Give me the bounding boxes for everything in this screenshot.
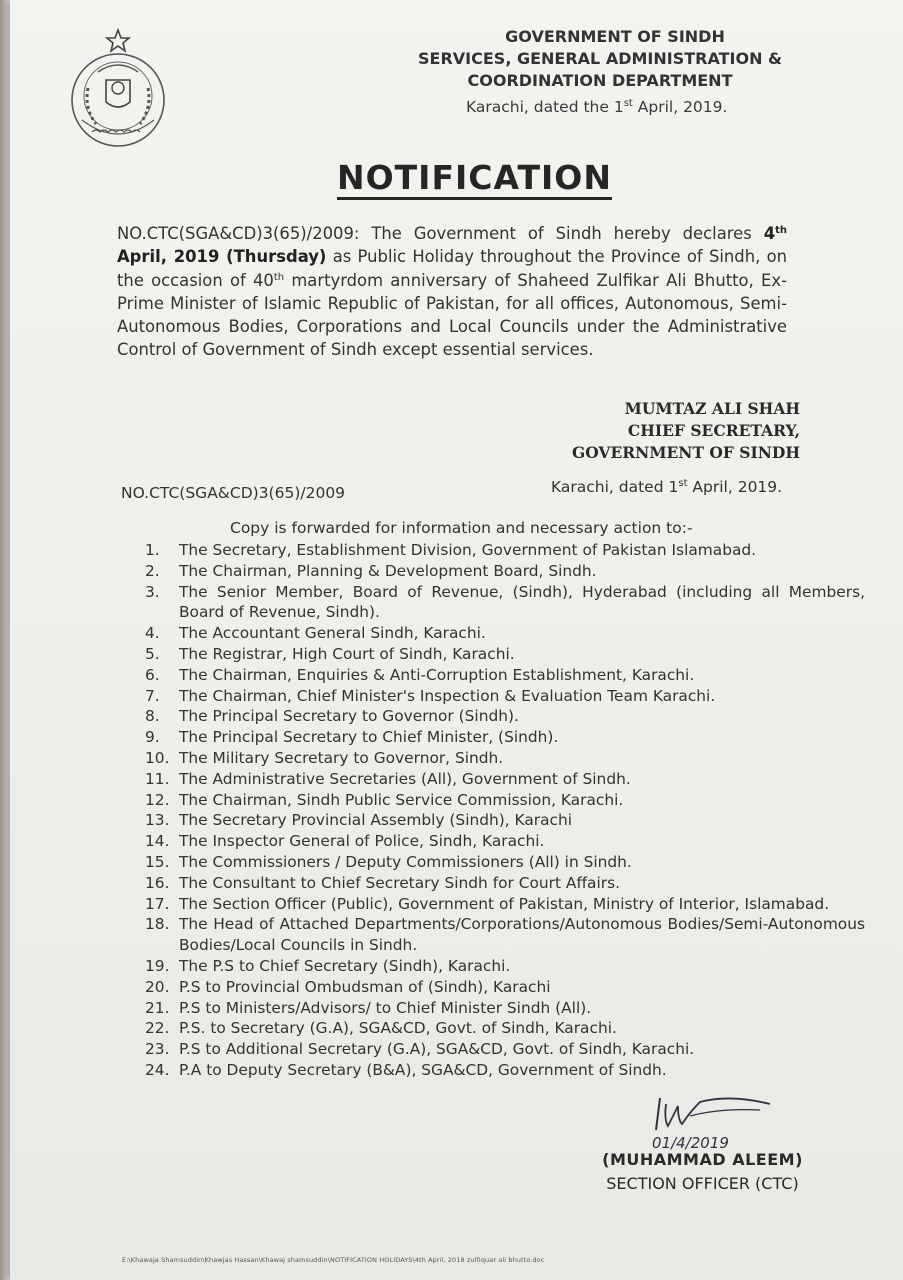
list-item <box>145 561 865 582</box>
list-item-number: 15. <box>145 852 170 871</box>
header-date-prefix: Karachi, dated the 1 <box>466 98 624 116</box>
list-item-number: 9. <box>145 728 160 747</box>
list-item-text: The Head of Attached Departments/Corporations/Autonomous Bodies/Semi-Autonomous Bodies/Local Councils in Sindh. <box>179 915 865 955</box>
list-item <box>145 894 865 915</box>
list-item <box>145 1018 865 1039</box>
list-item-text: The Principal Secretary to Governor (Sindh). <box>179 707 519 726</box>
copy-date-suffix: April, 2019. <box>687 478 783 496</box>
header-date-sup: st <box>623 98 633 109</box>
list-item-text: P.S to Ministers/Advisors/ to Chief Minister Sindh (All). <box>179 998 592 1017</box>
list-item-text: The Chairman, Enquiries & Anti-Corruption Establishment, Karachi. <box>179 665 695 684</box>
handwritten-date: 01/4/2019 <box>652 1134 729 1152</box>
list-item-number: 17. <box>145 894 170 913</box>
list-item-number: 4. <box>145 624 160 643</box>
section-officer-designation: SECTION OFFICER (CTC) <box>606 1174 799 1193</box>
list-item-number: 11. <box>145 769 170 788</box>
list-item-number: 16. <box>145 873 170 892</box>
list-item <box>145 727 865 748</box>
list-item-number: 22. <box>145 1019 170 1038</box>
list-item-number: 18. <box>145 915 170 934</box>
sindh-government-seal-icon <box>66 28 170 152</box>
recipient-list <box>145 540 865 1081</box>
list-item-number: 2. <box>145 561 160 580</box>
list-item-number: 8. <box>145 707 160 726</box>
notification-text-sup: th <box>273 271 285 283</box>
header-line-3: COORDINATION DEPARTMENT <box>467 71 733 90</box>
list-item <box>145 665 865 686</box>
holiday-date-sup: th <box>775 225 787 236</box>
list-item <box>145 977 865 998</box>
list-item-text: The P.S to Chief Secretary (Sindh), Karachi. <box>179 956 511 975</box>
list-item-text: The Inspector General of Police, Sindh, Karachi. <box>179 832 545 851</box>
header-date-suffix: April, 2019. <box>632 98 728 116</box>
handwritten-signature-icon <box>620 1086 780 1156</box>
list-item <box>145 623 865 644</box>
list-item <box>145 914 865 956</box>
list-item-text: The Secretary, Establishment Division, Government of Pakistan Islamabad. <box>179 541 757 559</box>
list-item <box>145 873 865 894</box>
list-item-text: The Registrar, High Court of Sindh, Karachi. <box>179 644 515 663</box>
list-item-number: 20. <box>145 977 170 996</box>
list-item <box>145 1039 865 1060</box>
list-item <box>145 748 865 769</box>
list-item-text: The Senior Member, Board of Revenue, (Sindh), Hyderabad (including all Members, Board of Revenue, Sindh). <box>179 582 865 622</box>
list-item-number: 6. <box>145 665 160 684</box>
list-item-text: The Secretary Provincial Assembly (Sindh), Karachi <box>179 811 573 830</box>
header-date <box>466 98 727 116</box>
list-item <box>145 706 865 727</box>
list-item-number: 21. <box>145 998 170 1017</box>
list-item <box>145 540 865 561</box>
notification-ref-intro: NO.CTC(SGA&CD)3(65)/2009: The Government of Sindh hereby declares <box>117 224 752 243</box>
list-item <box>145 686 865 707</box>
holiday-date-day: 4 <box>763 224 776 243</box>
list-item-text: The Chairman, Planning & Development Board, Sindh. <box>179 561 597 580</box>
holiday-date-rest: April, 2019 (Thursday) <box>117 247 327 267</box>
list-item-number: 7. <box>145 686 160 705</box>
list-item <box>145 998 865 1019</box>
list-item-text: The Commissioners / Deputy Commissioners (All) in Sindh. <box>179 852 632 871</box>
footer-file-path: E:\Khawaja Shamsuddin\Khawjas Hassan\Khawaj shamsuddin\NOTIFICATION HOLIDAYS\4th April, 2018 zulfiquar ali bhutto.doc <box>122 1256 545 1264</box>
notification-text-a: as Public Holiday throughout the Province of Sindh, on the occasion of 40 <box>117 247 787 290</box>
notification-text-b: martyrdom anniversary of Shaheed Zulfikar Ali Bhutto, Ex-Prime Minister of Islamic Republic of Pakistan, for all offices, Autonomous, Semi-Autonomous Bodies, Corporations and Local Councils under the Administrative Control of Government of Sindh except essential services. <box>117 270 787 360</box>
list-item <box>145 644 865 665</box>
list-item-number: 14. <box>145 832 170 851</box>
list-item-text: The Chairman, Sindh Public Service Commission, Karachi. <box>179 790 624 809</box>
page-title: NOTIFICATION <box>337 160 612 200</box>
list-item <box>145 831 865 852</box>
list-item <box>145 582 865 624</box>
list-item-number: 19. <box>145 956 170 975</box>
copy-reference-number: NO.CTC(SGA&CD)3(65)/2009 <box>121 484 346 502</box>
list-item-number: 23. <box>145 1040 170 1059</box>
list-item-text: The Section Officer (Public), Government of Pakistan, Ministry of Interior, Islamabad. <box>179 894 830 913</box>
list-item <box>145 810 865 831</box>
list-item-number: 24. <box>145 1060 170 1079</box>
list-item <box>145 852 865 873</box>
list-item-number: 13. <box>145 811 170 830</box>
list-item-text: The Accountant General Sindh, Karachi. <box>179 624 486 643</box>
list-item-text: P.S to Additional Secretary (G.A), SGA&CD, Govt. of Sindh, Karachi. <box>179 1040 695 1059</box>
list-item-text: P.S. to Secretary (G.A), SGA&CD, Govt. of Sindh, Karachi. <box>179 1019 617 1038</box>
department-header <box>400 26 800 92</box>
header-line-2: SERVICES, GENERAL ADMINISTRATION & <box>418 49 782 68</box>
notification-paragraph <box>117 222 787 362</box>
list-item-text: The Military Secretary to Governor, Sindh. <box>179 748 504 767</box>
list-item-text: The Chairman, Chief Minister's Inspection & Evaluation Team Karachi. <box>179 686 716 705</box>
signatory-designation: CHIEF SECRETARY, <box>627 421 800 440</box>
list-item-number: 10. <box>145 748 170 767</box>
list-item-text: The Consultant to Chief Secretary Sindh for Court Affairs. <box>179 873 621 892</box>
list-item <box>145 790 865 811</box>
list-item-text: The Principal Secretary to Chief Minister, (Sindh). <box>179 728 559 747</box>
list-item <box>145 956 865 977</box>
copy-date-prefix: Karachi, dated 1 <box>551 478 679 496</box>
copy-forward-intro: Copy is forwarded for information and necessary action to:- <box>230 519 693 537</box>
signatory-name: MUMTAZ ALI SHAH <box>624 399 800 418</box>
list-item-text: The Administrative Secretaries (All), Government of Sindh. <box>179 769 631 788</box>
list-item-text: P.A to Deputy Secretary (B&A), SGA&CD, Government of Sindh. <box>179 1060 667 1079</box>
list-item-number: 5. <box>145 644 160 663</box>
copy-date-sup: st <box>678 478 688 489</box>
list-item-number: 3. <box>145 582 160 601</box>
section-officer-signature-block <box>590 1148 815 1196</box>
header-line-1: GOVERNMENT OF SINDH <box>505 27 725 46</box>
signatory-office: GOVERNMENT OF SINDH <box>571 443 800 462</box>
list-item <box>145 769 865 790</box>
list-item <box>145 1060 865 1081</box>
desk-edge <box>0 0 10 1280</box>
copy-date <box>551 478 782 496</box>
list-item-number: 12. <box>145 790 170 809</box>
section-officer-name: (MUHAMMAD ALEEM) <box>602 1150 803 1169</box>
chief-secretary-signature-block <box>550 398 800 464</box>
list-item-number: 1. <box>145 541 160 559</box>
list-item-text: P.S to Provincial Ombudsman of (Sindh), Karachi <box>179 977 551 996</box>
